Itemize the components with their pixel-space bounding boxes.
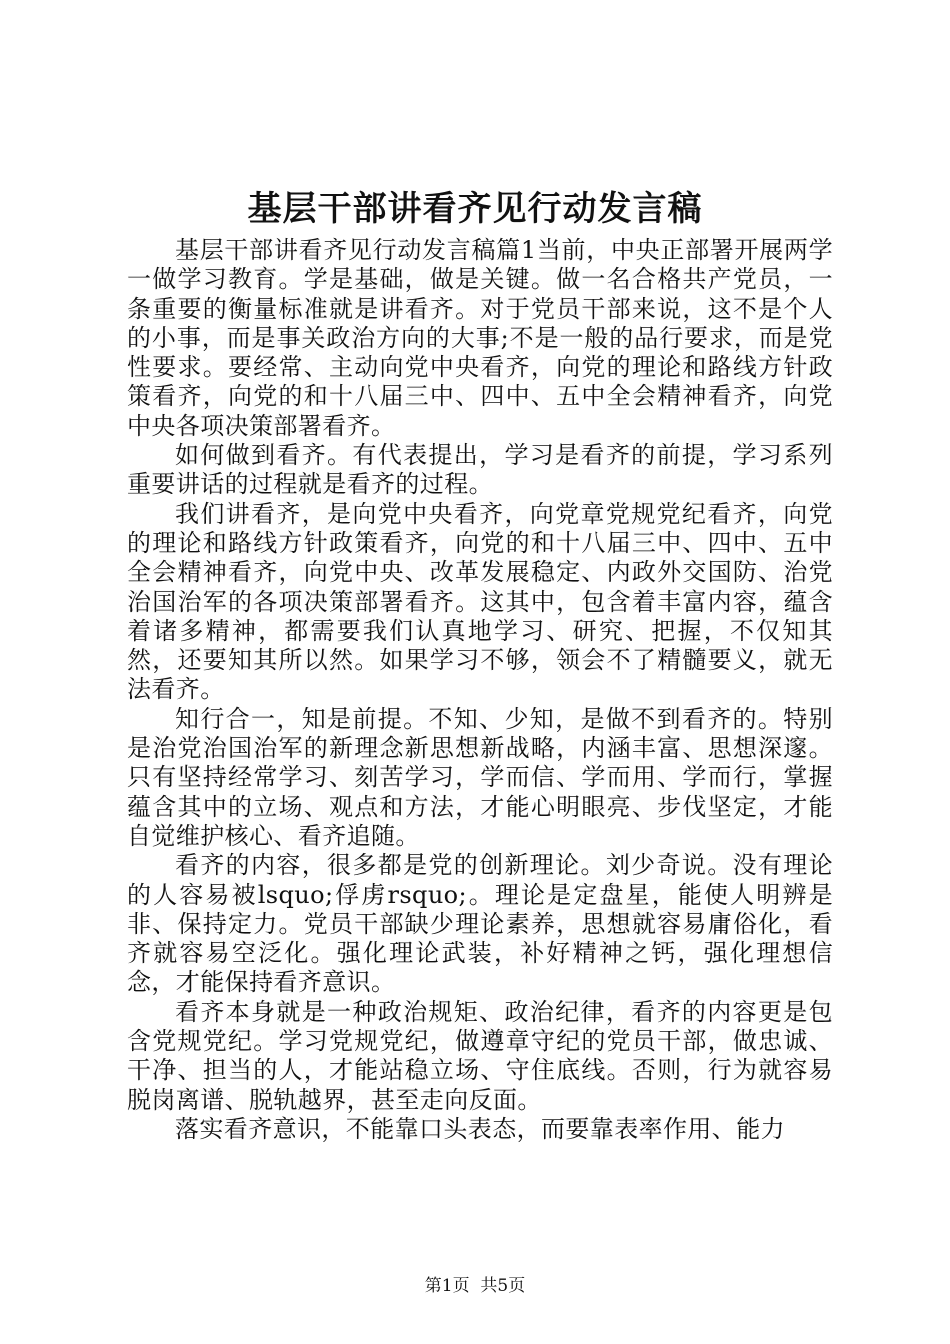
paragraph-7: 落实看齐意识，不能靠口头表态，而要靠表率作用、能力 — [175, 1114, 785, 1143]
document-title: 基层干部讲看齐见行动发言稿 — [247, 189, 703, 229]
paragraph-2: 如何做到看齐。有代表提出，学习是看齐的前提，学习系列重要讲话的过程就是看齐的过程。 — [127, 441, 833, 499]
paragraph-5: 看齐的内容，很多都是党的创新理论。刘少奇说。没有理论的人容易被lsquo;俘虏rsquo;。理论是定盘星，能使人明辨是非、保持定力。党员干部缺少理论素养，思想就容易庸俗化，看齐就容易空泛化。强化理论武装，补好精神之钙，强化理想信念，才能保持看齐意识。 — [127, 851, 833, 997]
paragraph-6: 看齐本身就是一种政治规矩、政治纪律，看齐的内容更是包含党规党纪。学习党规党纪，做遵章守纪的党员干部，做忠诚、干净、担当的人，才能站稳立场、守住底线。否则，行为就容易脱岗离谱、脱轨越界，甚至走向反面。 — [127, 997, 833, 1114]
document-body — [127, 236, 833, 1144]
paragraph-3: 我们讲看齐，是向党中央看齐，向党章党规党纪看齐，向党的理论和路线方针政策看齐，向党的和十八届三中、四中、五中全会精神看齐，向党中央、改革发展稳定、内政外交国防、治党治国治军的各项决策部署看齐。这其中，包含着丰富内容，蕴含着诸多精神，都需要我们认真地学习、研究、把握，不仅知其然，还要知其所以然。如果学习不够，领会不了精髓要义，就无法看齐。 — [127, 499, 833, 704]
page-footer: 第1页 共5页 — [424, 1276, 526, 1296]
paragraph-4: 知行合一，知是前提。不知、少知，是做不到看齐的。特别是治党治国治军的新理念新思想新战略，内涵丰富、思想深邃。只有坚持经常学习、刻苦学习，学而信、学而用、学而行，掌握蕴含其中的立场、观点和方法，才能心明眼亮、步伐坚定，才能自觉维护核心、看齐追随。 — [127, 704, 833, 850]
paragraph-1: 基层干部讲看齐见行动发言稿篇1当前，中央正部署开展两学一做学习教育。学是基础，做是关键。做一名合格共产党员，一条重要的衡量标准就是讲看齐。对于党员干部来说，这不是个人的小事，而是事关政治方向的大事;不是一般的品行要求，而是党性要求。要经常、主动向党中央看齐，向党的理论和路线方针政策看齐，向党的和十八届三中、四中、五中全会精神看齐，向党中央各项决策部署看齐。 — [127, 236, 833, 440]
